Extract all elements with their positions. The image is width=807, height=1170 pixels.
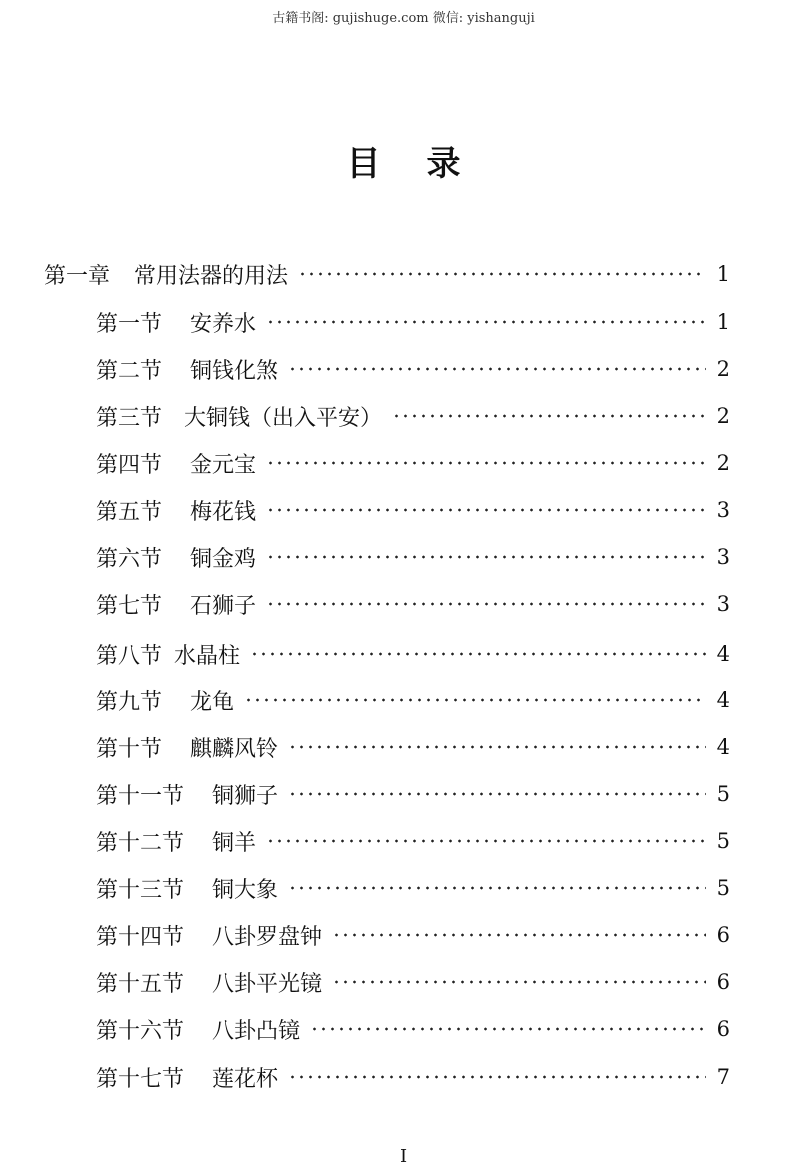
toc-leader-dots <box>332 933 706 937</box>
toc-leader-dots <box>288 367 706 371</box>
toc-entry-title: 梅花钱 <box>190 499 257 525</box>
toc-entry-label: 第八节 <box>96 643 163 669</box>
toc-entry-title: 铜大象 <box>212 877 279 903</box>
toc-entry-title: 铜金鸡 <box>190 546 257 572</box>
toc-entry-title: 八卦平光镜 <box>212 971 323 997</box>
watermark-text: 古籍书阁: gujishuge.com 微信: yishanguji <box>272 11 535 26</box>
page-title <box>0 136 807 185</box>
toc-entry-label: 第十六节 <box>96 1018 185 1044</box>
toc-entry-page: 7 <box>716 1065 730 1089</box>
toc-entry-title: 安养水 <box>190 311 257 337</box>
toc-section-entry[interactable] <box>96 962 730 1002</box>
toc-entry-page: 5 <box>716 829 730 853</box>
toc-entry-title: 八卦罗盘钟 <box>212 924 323 950</box>
toc-entry-title: 莲花杯 <box>212 1066 279 1092</box>
toc-entry-label: 第十四节 <box>96 924 185 950</box>
toc-entry-title: 金元宝 <box>190 452 257 478</box>
toc-entry-page: 1 <box>716 262 730 286</box>
toc-section-entry[interactable] <box>96 868 730 908</box>
toc-leader-dots <box>266 320 706 324</box>
toc-entry-label: 第十二节 <box>96 830 185 856</box>
toc-leader-dots <box>250 652 706 656</box>
toc-leader-dots <box>288 745 706 749</box>
toc-entry-page: 6 <box>716 970 730 994</box>
toc-entry-label: 第七节 <box>96 593 163 619</box>
toc-entry-page: 5 <box>716 876 730 900</box>
toc-entry-page: 5 <box>716 782 730 806</box>
toc-entry-title: 常用法器的用法 <box>134 263 289 289</box>
toc-leader-dots <box>244 698 706 702</box>
toc-section-entry[interactable] <box>96 490 730 530</box>
title-char-2: 录 <box>426 144 461 184</box>
toc-section-entry[interactable] <box>96 537 730 577</box>
toc-entry-label: 第六节 <box>96 546 163 572</box>
toc-entry-title: 八卦凸镜 <box>212 1018 301 1044</box>
toc-section-entry[interactable] <box>96 1009 730 1049</box>
title-char-1: 目 <box>346 144 381 184</box>
toc-entry-title: 石狮子 <box>190 593 257 619</box>
toc-entry-title: 水晶柱 <box>174 643 241 669</box>
toc-entry-label: 第三节 <box>96 405 163 431</box>
toc-section-entry[interactable] <box>96 584 730 624</box>
page-number: I <box>399 1146 408 1167</box>
toc-section-entry[interactable] <box>96 302 730 342</box>
toc-leader-dots <box>266 461 706 465</box>
toc-leader-dots <box>266 839 706 843</box>
toc-entry-page: 3 <box>716 592 730 616</box>
toc-section-entry[interactable] <box>96 774 730 814</box>
toc-entry-label: 第五节 <box>96 499 163 525</box>
toc-entry-title: 铜狮子 <box>212 783 279 809</box>
toc-leader-dots <box>266 555 706 559</box>
toc-entry-label: 第十一节 <box>96 783 185 809</box>
toc-entry-title: 龙龟 <box>190 689 235 715</box>
toc-leader-dots <box>288 1075 706 1079</box>
toc-leader-dots <box>266 602 706 606</box>
toc-entry-label: 第一节 <box>96 311 163 337</box>
toc-section-entry[interactable] <box>96 349 730 389</box>
toc-entry-title: 铜钱化煞 <box>190 358 279 384</box>
toc-entry-page: 2 <box>716 357 730 381</box>
toc-entry-page: 2 <box>716 404 730 428</box>
toc-section-entry[interactable] <box>96 680 730 720</box>
toc-section-entry[interactable] <box>96 821 730 861</box>
toc-section-entry[interactable] <box>96 634 730 674</box>
toc-entry-page: 2 <box>716 451 730 475</box>
toc-leader-dots <box>288 886 706 890</box>
toc-entry-page: 6 <box>716 1017 730 1041</box>
toc-entry-page: 3 <box>716 545 730 569</box>
toc-entry-label: 第四节 <box>96 452 163 478</box>
toc-entry-label: 第二节 <box>96 358 163 384</box>
toc-entry-title: 大铜钱（出入平安） <box>184 405 383 431</box>
toc-leader-dots <box>392 414 706 418</box>
toc-chapter-entry[interactable] <box>44 254 730 294</box>
toc-entry-label: 第九节 <box>96 689 163 715</box>
toc-section-entry[interactable] <box>96 396 730 436</box>
toc-section-entry[interactable] <box>96 1057 730 1097</box>
toc-entry-label: 第一章 <box>44 263 111 289</box>
toc-entry-page: 4 <box>716 688 730 712</box>
toc-entry-label: 第十七节 <box>96 1066 185 1092</box>
toc-leader-dots <box>332 980 706 984</box>
toc-entry-page: 3 <box>716 498 730 522</box>
toc-leader-dots <box>298 272 706 276</box>
toc-section-entry[interactable] <box>96 915 730 955</box>
toc-entry-title: 麒麟风铃 <box>190 736 279 762</box>
toc-leader-dots <box>266 508 706 512</box>
toc-entry-page: 1 <box>716 310 730 334</box>
toc-entry-page: 4 <box>716 642 730 666</box>
toc-entry-label: 第十节 <box>96 736 163 762</box>
toc-leader-dots <box>310 1027 706 1031</box>
toc-leader-dots <box>288 792 706 796</box>
toc-entry-label: 第十三节 <box>96 877 185 903</box>
toc-entry-title: 铜羊 <box>212 830 257 856</box>
toc-entry-label: 第十五节 <box>96 971 185 997</box>
toc-entry-page: 6 <box>716 923 730 947</box>
toc-section-entry[interactable] <box>96 727 730 767</box>
toc-section-entry[interactable] <box>96 443 730 483</box>
toc-entry-page: 4 <box>716 735 730 759</box>
